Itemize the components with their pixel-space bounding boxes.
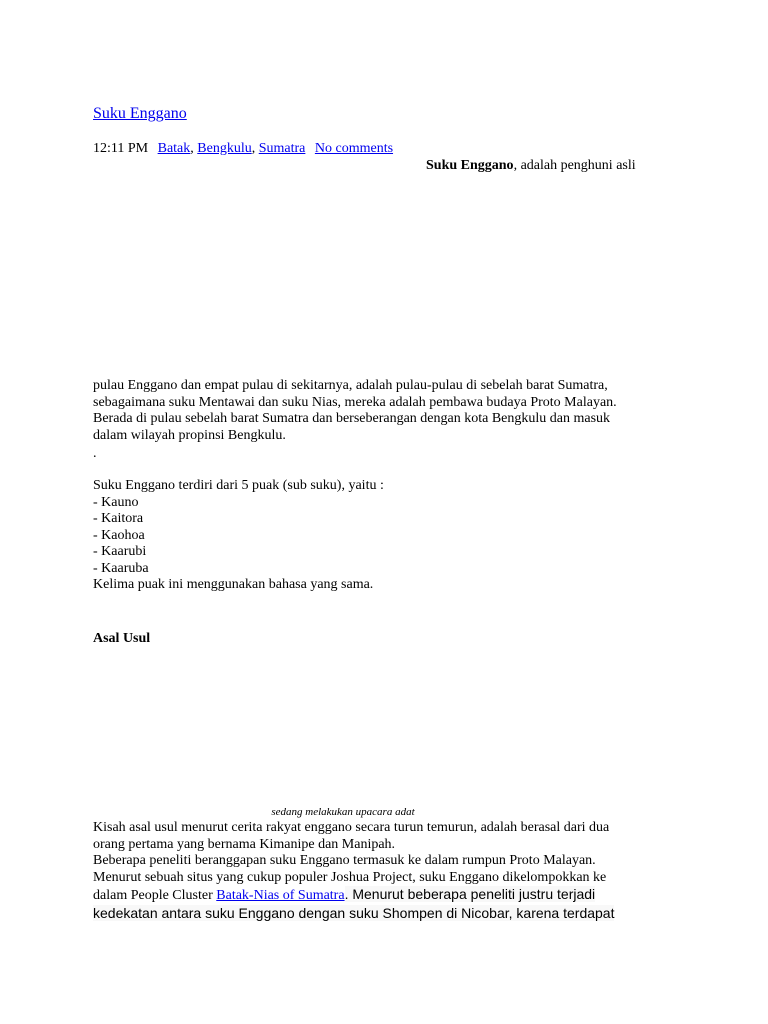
paragraph-location xyxy=(93,378,693,444)
cluster-suffix: . Menurut beberapa peneliti justru terjadi xyxy=(344,886,596,902)
list-item: - Kaaruba xyxy=(93,560,149,576)
paragraph-line-cluster xyxy=(93,886,693,905)
paragraph-line: orang pertama yang bernama Kimanipe dan Manipah. xyxy=(93,836,396,852)
paragraph-origin xyxy=(93,820,693,923)
paragraph-line: sebagaimana suku Mentawai dan suku Nias, mereka adalah pembawa budaya Proto Malayan. xyxy=(93,394,617,410)
label-link-bengkulu[interactable]: Bengkulu xyxy=(197,141,252,156)
paragraph-line: Kelima puak ini menggunakan bahasa yang sama. xyxy=(93,577,374,592)
comments-link[interactable]: No comments xyxy=(314,141,394,156)
image-caption: sedang melakukan upacara adat xyxy=(271,806,415,818)
paragraph-line: Berada di pulau sebelah barat Sumatra dan berseberangan dengan kota Bengkulu dan masuk xyxy=(93,411,611,426)
paragraph-line: pulau Enggano dan empat pulau di sekitarnya, adalah pulau-pulau di sebelah barat Sumatra, xyxy=(93,378,608,393)
list-item: - Kaitora xyxy=(93,511,144,526)
paragraph-line: Suku Enggano terdiri dari 5 puak (sub suku), yaitu : xyxy=(93,478,384,493)
post-time: 12:11 PM xyxy=(93,141,149,156)
paragraph-line: Beberapa peneliti beranggapan suku Enggano termasuk ke dalam rumpun Proto Malayan. xyxy=(93,853,596,868)
list-item: - Kaarubi xyxy=(93,544,147,559)
paragraph-subtribes xyxy=(93,478,693,594)
list-item: - Kaohoa xyxy=(93,527,145,543)
paragraph-line: Menurut sebuah situs yang cukup populer Joshua Project, suku Enggano dikelompokkan ke xyxy=(93,869,607,885)
intro-text xyxy=(426,157,636,175)
post-title[interactable] xyxy=(93,104,187,124)
post-meta: 12:11 PM Batak, Bengkulu, Sumatra No comments xyxy=(93,141,394,156)
intro-rest: , adalah penghuni asli xyxy=(513,158,636,173)
paragraph-line-last: kedekatan antara suku Enggano dengan suku Shompen di Nicobar, karena terdapat xyxy=(93,904,615,921)
label-link-sumatra[interactable]: Sumatra xyxy=(258,141,306,156)
list-item: - Kauno xyxy=(93,494,139,510)
section-heading: Asal Usul xyxy=(93,631,151,646)
paragraph-line: Kisah asal usul menurut cerita rakyat enggano secara turun temurun, adalah berasal dari dua xyxy=(93,820,610,835)
cluster-link[interactable]: Batak-Nias of Sumatra xyxy=(216,888,345,903)
label-link-batak[interactable]: Batak xyxy=(157,141,191,156)
intro-bold-name: Suku Enggano xyxy=(426,158,514,173)
separator-dot: . xyxy=(93,446,97,461)
post-title-link[interactable]: Suku Enggano xyxy=(93,105,187,122)
cluster-prefix: dalam People Cluster xyxy=(93,888,217,903)
paragraph-line: dalam wilayah propinsi Bengkulu. xyxy=(93,427,286,443)
